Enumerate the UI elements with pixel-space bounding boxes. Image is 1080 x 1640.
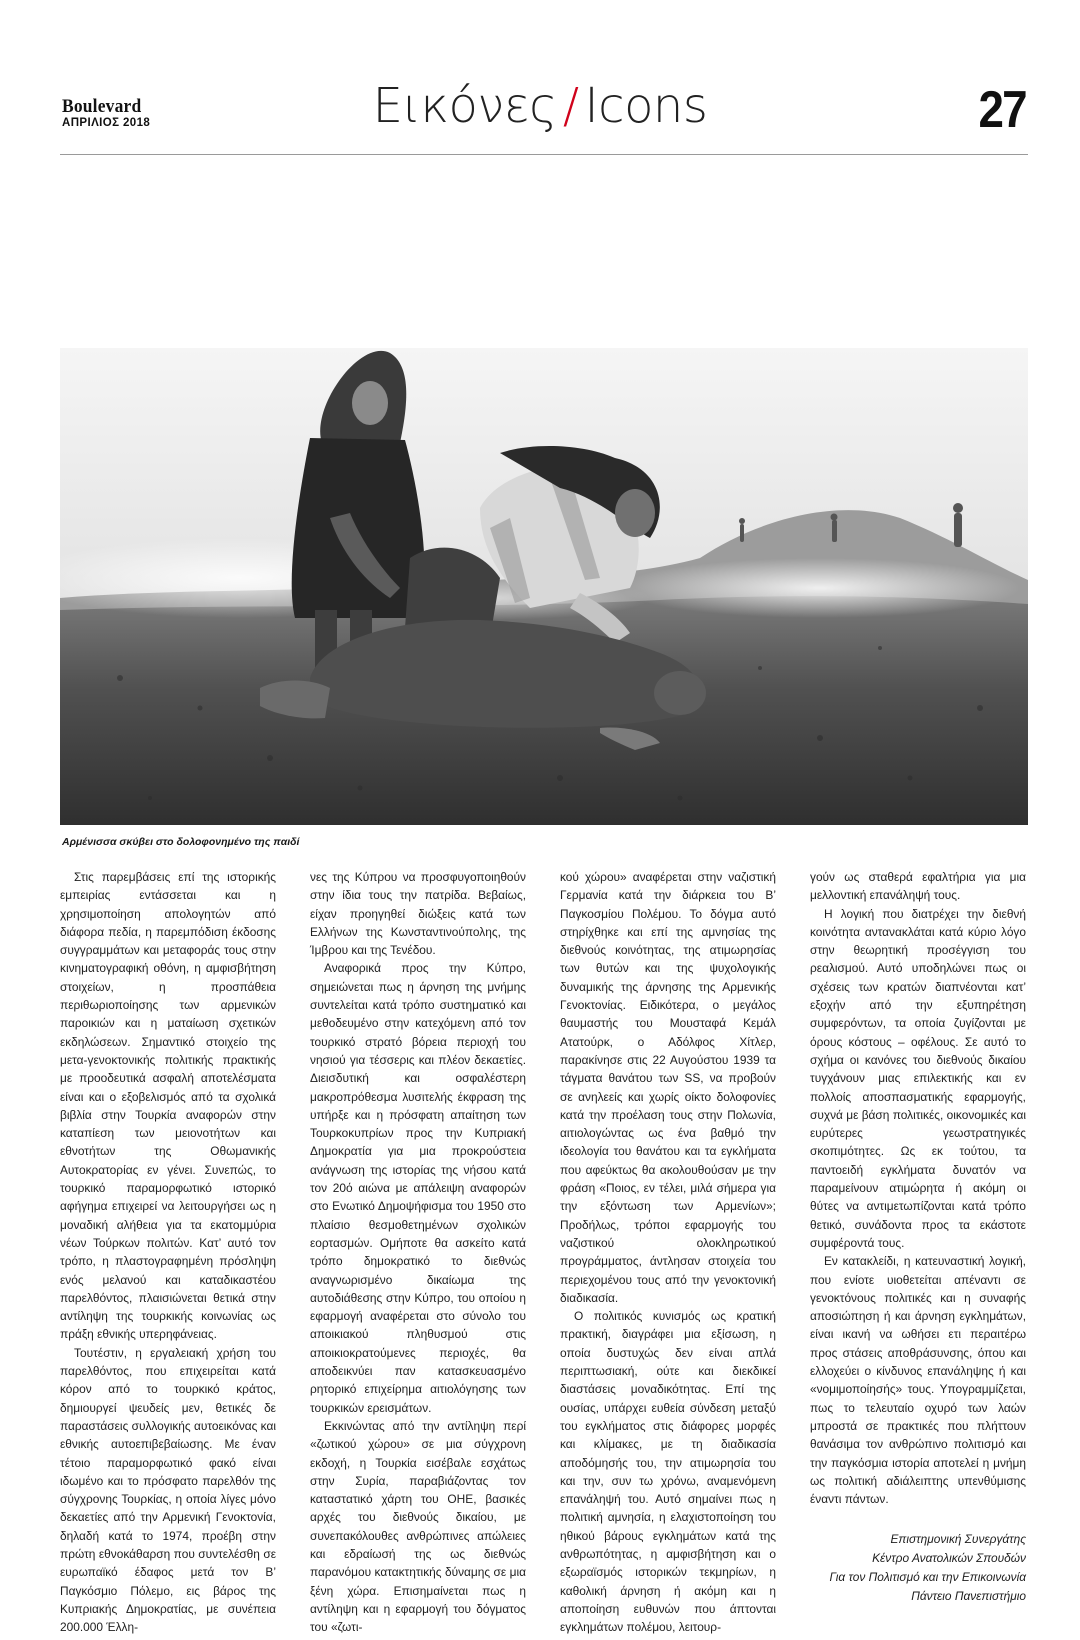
article-body [60,868,1028,1635]
issue-date: ΑΠΡΙΛΙΟΣ 2018 [62,117,151,129]
author-affiliation-detail: Για τον Πολιτισμό και την Επικοινωνία [829,1570,1026,1585]
author-title: Επιστημονική Συνεργάτης [890,1532,1026,1547]
article-paragraph: Αναφορικά προς την Κύπρο, σημειώνεται πως η άρνηση της μνήμης συντελείται κατά τρόπο συστηματικό και μεθοδευμένο στην κατεχόμενη από τον τουρκικό στρατό βόρεια περιοχή του νησιού για τέσσερις και πλέον δεκαετίες. Διεισδυτική και οσφαλέστερη μακροπρόθεσμα λυσιτελής έκφραση της υπήρξε και η πρόσφατη απαίτηση των Τουρκοκυπρίων προς την Κυπριακή Δημοκρατία για μια προκρούστεια ανάγνωση της ιστορίας της νήσου κατά τον 20ό αιώνα με απάλειψη αναφορών στο Ενωτικό Δημοψήφισμα του 1950 στο πλαίσιο θεσμοθετημένων σχολικών εορτασμών. Ομήποτε θα ασκείτο κατά τρόπο δημοκρατικό το διεθνώς αναγνωρισμένο δικαίωμα της αυτοδιάθεσης στην Κύπρο, του οποίου η εφαρμογή αναφέρεται στο σύνολο του αποικιακού πληθυσμού στις αποικιοκρατούμενες περιοχές, θα αποδεικνύει παν κατασκευασμένο ρητορικό επιχείρημα αιτιολόγησης των τουρκικών ερεισμάτων. [310,961,526,1415]
section-title [0,78,1080,134]
header-divider [60,154,1028,155]
page-header [0,0,1080,160]
article-column-1 [60,868,276,1636]
section-title-english: Icons [584,78,708,134]
author-affiliation: Κέντρο Ανατολικών Σπουδών [872,1551,1026,1566]
article-column-3 [560,868,776,1636]
article-column-4 [810,868,1026,1606]
photo-caption: Αρμένισσα σκύβει στο δολοφονημένο της παιδί [62,836,300,848]
article-column-2 [310,868,526,1636]
publication-name: Boulevard [62,96,142,117]
section-title-greek: Εικόνες [372,78,557,134]
article-paragraph: Ο πολιτικός κυνισμός ως κρατική πρακτική, διαγράφει μια εξίσωση, η οποία δυστυχώς δεν είναι απλά περιπτωσιακή, ούτε και διεκδικεί διαστάσεις μοναδικότητας. Επί της ουσίας, υπάρχει ευθεία σύνδεση μεταξύ του εγκλήματος στις διάφορες μορφές και κλίμακες, με τη διαδικασία αποδόμησής του, την ατιμωρησία του και την, συν τω χρόνω, αναμενόμενη επανάληψή του. Αυτό σημαίνει πως η πολιτική αμνησία, η ελαχιστοποίηση του ηθικού βάρους εγκλημάτων κατά της ανθρωπότητας, η αμφισβήτηση και ο εξωραϊσμός ιστορικών τεκμηρίων, η καθολική άρνηση ή ακόμη και η αποποίηση ευθυνών που άπτονται εγκλημάτων πολέμου, λειτουρ- [560,1309,776,1635]
author-signature [810,1530,1026,1606]
historical-photograph [60,348,1028,825]
article-paragraph: Στις παρεμβάσεις επί της ιστορικής εμπειρίας εντάσσεται και η χρησιμοποίηση απολογητών από διάφορα πεδία, η παρεμπόδιση έκδοσης συγγραμμάτων και μεταφοράς τους στην κινηματογραφική οθόνη, η αμφισβήτηση στοιχείων, η προσπάθεια περιθωριοποίησης των αρμενικών παροικιών και η ματαίωση σχετικών εκδηλώσεων. Σημαντικό στοιχείο της μετα-γενοκτονικής πολιτικής πρακτικής με προοδευτικά ασφαλή αποτελέσματα είναι και ο εξοβελισμός από τα σχολικά βιβλία στην Τουρκία αναφορών στην καταπίεση των μειονοτήτων και εθνοτήτων της Οθωμανικής Αυτοκρατορίας εν γένει. Συνεπώς, το τουρκικό παραμορφωτικό ιστορικό αφήγημα επιχειρεί να λειτουργήσει ως η μοναδική αλήθεια για τα εκατομμύρια νέων Τούρκων πολιτών. Κατ’ αυτό τον τρόπο, η πλαστογραφημένη πρόσληψη ενός μελανού και καταδικαστέου παρελθόντος, πλαισιώνεται θετικά στην αντίληψη της τουρκικής κοινωνίας ως πράξη εθνικής υπερηφάνειας. [60,870,276,1342]
article-paragraph: Τουτέστιν, η εργαλειακή χρήση του παρελθόντος, που επιχειρείται κατά κόρον από το τουρκικό κράτος, δημιουργεί ψευδείς μεν, θετικές δε παραστάσεις συλλογικής αυτοεικόνας και εθνικής αυτοεπιβεβαίωσης. Με έναν τέτοιο παραμορφωτικό φακό είναι ιδωμένο και το πρόσφατο παρελθόν της σύγχρονης Τουρκίας, η οποία λίγες μόνο δεκαετίες από την Αρμενική Γενοκτονία, δηλαδή κατά το 1974, προέβη στην πρώτη εθνοκάθαρση που συντελέσθη σε ευρωπαϊκό έδαφος μετά τον Β’ Παγκόσμιο Πόλεμο, εις βάρος της Κυπριακής Δημοκρατίας, με συνέπεια 200.000 Έλλη- [60,1345,276,1635]
section-title-separator: / [562,78,579,134]
article-paragraph: Εκκινώντας από την αντίληψη περί «ζωτικού χώρου» σε μια σύγχρονη εκδοχή, η Τουρκία εισέβαλε εσχάτως στην Συρία, παραβιάζοντας τον καταστατικό χάρτη του ΟΗΕ, βασικές αρχές του διεθνούς δικαίου, με συνεπακόλουθες ανθρώπινες απώλειες και εδραίωσή της ως διεθνώς παρανόμου κατακτητικής δύναμης σε μια ξένη χώρα. Επισημαίνεται πως η αντίληψη και η εφαρμογή του δόγματος του «ζωτι- [310,1418,526,1635]
article-paragraph: Εν κατακλείδι, η κατευναστική λογική, που ενίοτε υιοθετείται απέναντι σε γενοκτόνους πολιτικές και η συναφής αποσιώπηση ή και άρνηση εγκλημάτων, είναι ικανή να ωθήσει ετι περαιτέρω προς στάσεις αποθράσυνσης, όπου και ελλοχεύει ο κίνδυνος επανάληψης ή και «νομιμοποίησής» τους. Υπογραμμίζεται, πως το τελευταίο οχυρό των λαών μπροστά σε πρακτικές που πλήττουν θανάσιμα τον ανθρώπινο πολιτισμό και την παγκόσμια ιστορία αποτελεί η μνήμη ως πολιτική αδιάλειπτης υπενθύμισης έναντι πάντων. [810,1254,1026,1507]
author-university: Πάντειο Πανεπιστήμιο [911,1589,1026,1604]
photograph-image [60,348,1028,825]
article-paragraph: Η λογική που διατρέχει την διεθνή κοινότητα αντανακλάται κατά κύριο λόγο στην θεωρητική προσέγγιση του ρεαλισμού. Αυτό υποδηλώνει πως οι σχέσεις των κρατών διαπνέονται κατ’ εξοχήν από την εξυπηρέτηση συμφερόντων, τα οποία ζυγίζονται με όρους κόστους – οφέλους. Σε αυτό το σχήμα οι κανόνες του διεθνούς δικαίου τυγχάνουν μιας επιλεκτικής και εν πολλοίς αποσπασματικής εφαρμογής, συχνά με βάση πολιτικές, οικονομικές και ευρύτερες γεωστρατηγικές σκοπιμότητες. Ως εκ τούτου, τα παντοειδή εγκλήματα δυνατόν να παραμείνουν ατιμώρητα ή ακόμη οι θύτες να αντιμετωπίζονται κατά τρόπο θετικό, συνάδοντα προς τα εκάστοτε συμφέροντά τους. [810,906,1026,1250]
article-paragraph: γούν ως σταθερά εφαλτήρια για μια μελλοντική επανάληψή τους. [810,870,1026,903]
article-paragraph: νες της Κύπρου να προσφυγοποιηθούν στην ίδια τους την πατρίδα. Βεβαίως, είχαν προηγηθεί διώξεις κατά των Ελλήνων της Κωνσταντινούπολης, της Ίμβρου και της Τενέδου. [310,870,526,958]
page-number: 27 [978,81,1026,139]
article-paragraph: κού χώρου» αναφέρεται στην ναζιστική Γερμανία κατά την διάρκεια του Β’ Παγκοσμίου Πολέμου. Το δόγμα αυτό στηρίχθηκε και επί της αμνησίας της διεθνούς κοινότητας, της ατιμωρησίας των θυτών και της ψυχολογικής δυναμικής της άρνησης της Αρμενικής Γενοκτονίας. Ειδικότερα, ο μεγάλος θαυμαστής του Μουσταφά Κεμάλ Ατατούρκ, ο Αδόλφος Χίτλερ, παρακίνησε στις 22 Αυγούστου 1939 τα τάγματα θανάτου των SS, να προβούν σε ανηλεείς και χωρίς οίκτο δολοφονίες κατά την προέλαση τους στην Πολωνία, αιτιολογώντας ως ένα βαθμό την ιδεολογία του θανάτου και τα εγκλήματα που αφεύκτως θα ακολουθούσαν με την φράση «Ποιος, εν τέλει, μιλά σήμερα για την εξόντωση των Αρμενίων»; Προδήλως, τρόποι εφαρμογής του ναζιστικού ολοκληρωτικού προγράμματος, άντλησαν στοιχεία του περιεχομένου τους από την γενοκτονική διαδικασία. [560,870,776,1305]
